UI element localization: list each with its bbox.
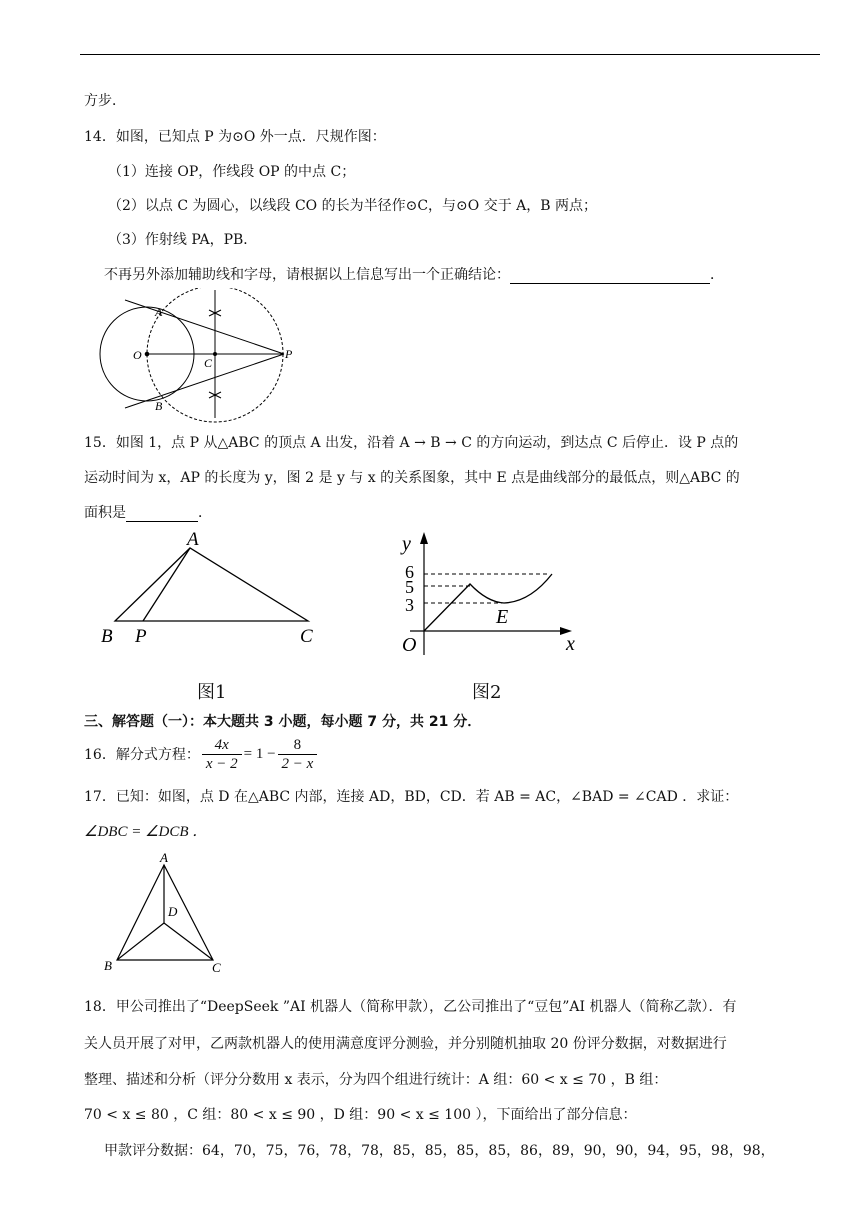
q16-rhs-fraction xyxy=(278,736,318,773)
q16-text: 解分式方程： xyxy=(115,747,200,763)
previous-question-tail: 方步． xyxy=(84,93,126,109)
q17-label-b: B xyxy=(104,958,112,973)
q14-label-a: A xyxy=(155,305,163,319)
q15-fig1-label-c: C xyxy=(300,626,313,647)
q18-line3: 整理、描述和分析（评分分数用 x 表示，分为四个组进行统计：A 组：60 < x ≤ 70 ，B 组： xyxy=(84,1072,668,1088)
q14-label-p: P xyxy=(285,347,293,361)
q16-lhs-numerator: 4x xyxy=(202,736,242,755)
q15-answer-blank xyxy=(126,505,198,522)
q18-line1 xyxy=(84,996,737,1016)
q16-rhs-numerator: 8 xyxy=(278,736,318,755)
q17-line1-text: 已知：如图，点 D 在△ABC 内部，连接 AD，BD，CD．若 AB = AC，∠BAD = ∠CAD ．求证： xyxy=(115,789,739,805)
q14-answer-blank xyxy=(510,267,710,284)
q15-figure1 xyxy=(95,528,335,650)
q14-label-c: C xyxy=(204,356,213,370)
q17-label-c: C xyxy=(212,960,221,975)
q15-figure2 xyxy=(390,530,590,660)
q15-fig2-tick-6: 6 xyxy=(405,562,414,582)
q16-lhs-denominator: x − 2 xyxy=(205,755,238,772)
q16-equals: = 1 − xyxy=(243,745,276,762)
q18-line5: 甲款评分数据：64，70，75，76，78，78，85，85，85，85，86，89，90，90，94，95，98，98， xyxy=(104,1143,775,1159)
q14-step1: （1）连接 OP，作线段 OP 的中点 C； xyxy=(108,164,356,180)
q16-rhs-denominator: 2 − x xyxy=(281,755,314,772)
q18-line4: 70 < x ≤ 80 ，C 组：80 < x ≤ 90 ，D 组：90 < x ≤ 100 ），下面给出了部分信息： xyxy=(84,1107,637,1123)
q15-number: 15． xyxy=(84,435,116,451)
q15-line1-text: 如图 1，点 P 从△ABC 的顶点 A 出发，沿着 A → B → C 的方向运动，到达点 C 后停止．设 P 点的 xyxy=(115,435,739,451)
q15-line3-text: 面积是 xyxy=(84,505,126,521)
q15-line2: 运动时间为 x，AP 的长度为 y，图 2 是 y 与 x 的关系图象，其中 E 点是曲线部分的最低点，则△ABC 的 xyxy=(84,470,740,486)
q16-number: 16． xyxy=(84,747,116,763)
top-rule xyxy=(80,54,820,55)
q14-step3: （3）作射线 PA，PB． xyxy=(108,232,258,248)
q17-line1 xyxy=(84,786,738,806)
q17-figure xyxy=(100,848,230,976)
q15-fig2-label-x: x xyxy=(566,633,575,655)
q15-fig2-label-e: E xyxy=(496,606,509,628)
q14-stem-text: 如图，已知点 P 为⊙O 外一点．尺规作图： xyxy=(115,129,386,145)
q14-prompt xyxy=(104,264,724,284)
q15-fig1-label-a: A xyxy=(187,529,199,550)
q15-fig1-label-p: P xyxy=(135,626,147,647)
q15-fig2-label-y: y xyxy=(402,533,411,555)
q16-lhs-fraction xyxy=(202,736,242,773)
q18-number: 18． xyxy=(84,999,116,1015)
q15-fig2-tick-5: 5 xyxy=(405,577,414,597)
q14-prompt-text: 不再另外添加辅助线和字母，请根据以上信息写出一个正确结论： xyxy=(104,267,510,283)
section-3-heading: 三、解答题（一）：本大题共 3 小题，每小题 7 分，共 21 分． xyxy=(84,714,482,730)
q18-line2: 关人员开展了对甲，乙两款机器人的使用满意度评分测验，并分别随机抽取 20 份评分数据，对数据进行 xyxy=(84,1036,727,1052)
q16 xyxy=(84,734,319,774)
q17-label-a: A xyxy=(160,850,168,865)
q14-step2: （2）以点 C 为圆心，以线段 CO 的长为半径作⊙C，与⊙O 交于 A，B 两点； xyxy=(108,198,598,214)
q15-fig2-caption: 图2 xyxy=(472,682,502,703)
q18-line1-text: 甲公司推出了“DeepSeek ”AI 机器人（简称甲款），乙公司推出了“豆包”AI 机器人（简称乙款）．有 xyxy=(115,999,737,1015)
q15-line3 xyxy=(84,502,212,522)
q15-line1 xyxy=(84,432,738,452)
q15-fig2-label-o: O xyxy=(402,634,417,656)
q15-fig1-label-b: B xyxy=(101,626,113,647)
q15-end: ． xyxy=(198,505,212,521)
q14-stem xyxy=(84,126,386,146)
q17-number: 17． xyxy=(84,789,116,805)
q14-end: ． xyxy=(710,267,724,283)
q15-fig1-caption: 图1 xyxy=(197,682,227,703)
q14-number: 14． xyxy=(84,129,116,145)
q14-label-o: O xyxy=(133,348,142,362)
q17-line2: ∠DBC = ∠DCB ． xyxy=(84,824,208,840)
q15-fig2-tick-3: 3 xyxy=(405,595,414,615)
q14-figure xyxy=(95,288,305,424)
q17-label-d: D xyxy=(168,904,178,919)
q14-label-b: B xyxy=(155,399,163,413)
